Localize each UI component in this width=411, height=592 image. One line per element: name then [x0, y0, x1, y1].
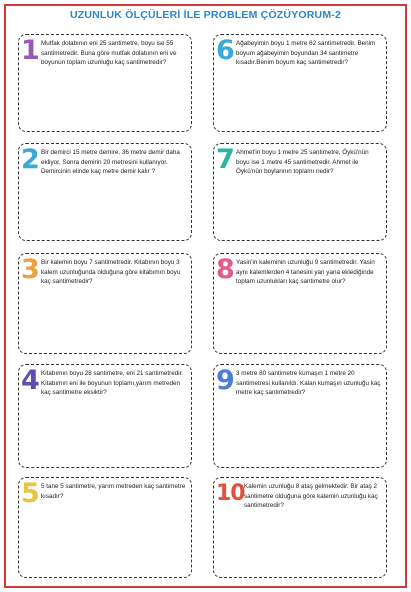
problem-number-7: 7: [216, 144, 235, 175]
problem-text-3: Bir kalemin boyu 7 santimetredir. Kitabının boyu 3 kalem uzunluğunda olduğuna göre kitabımın boyu kaç santimetredir?: [41, 259, 181, 286]
problem-card-7: [213, 143, 387, 241]
problem-number-3: 3: [21, 254, 40, 285]
problem-card-5: [18, 477, 192, 578]
problem-card-3: [18, 253, 192, 354]
problem-text-1: Mutfak dolabının eni 25 santimetre, boyu ise 55 santimetredir. Buna göre mutfak dolabının eni ve boyunun toplam uzunluğu kaç santimetredir?: [41, 40, 177, 67]
problem-text-6: Ağabeyimin boyu 1 metre 62 santimetredir. Benim boyum ağabeyimin boyundan 34 santimetre kısadır.Benim boyum kaç santimetredir?: [236, 40, 376, 67]
problem-card-9: [213, 364, 387, 468]
problem-number-2: 2: [21, 144, 40, 175]
problem-text-8: Yasin'in kaleminin uzunluğu 9 santimetredir. Yasin aynı kalemlerden 4 tanesini yan yana eklediğinde toplam uzunlukları kaç santimetre olur?: [236, 259, 375, 286]
problem-number-8: 8: [216, 254, 235, 285]
problem-number-10: 10: [216, 481, 245, 506]
problem-number-5: 5: [21, 478, 40, 509]
problem-text-4: Kitabımın boyu 28 santimetre, eni 21 santimetredir. Kitabımın eni ile boyunun toplamı,yarım metreden kaç santimetre eksiktir?: [41, 370, 184, 397]
problem-text-5: 5 tane 5 santimetre, yarım metreden kaç santimetre kısadır?: [41, 483, 186, 500]
problem-card-10: [213, 477, 387, 578]
problem-text-10: Kalemin uzunluğu 8 ataş gelmektedir. Bir ataş 2 santimetre olduğuna göre kalemin uzunluğu kaç santimetredir?: [244, 483, 378, 510]
problem-number-4: 4: [21, 365, 40, 396]
problem-number-1: 1: [21, 35, 40, 66]
problem-card-2: [18, 143, 192, 241]
problem-number-9: 9: [216, 365, 235, 396]
problem-card-4: [18, 364, 192, 468]
problem-text-9: 3 metre 80 santimetre kumaşın 1 metre 20 santimetresi kullanıldı. Kalan kumaşın uzunluğu kaç metre kaç santimetredir?: [236, 370, 381, 397]
problem-number-6: 6: [216, 35, 235, 66]
problem-card-1: [18, 34, 192, 132]
problem-text-7: Ahmet'in boyu 1 metre 25 santimetre, Öykü'nün boyu ise 1 metre 45 santimetredir. Ahmet ile Öykü'nün boylarının toplamı nedir?: [236, 149, 369, 176]
problem-card-8: [213, 253, 387, 354]
problem-text-2: Bir demirci 15 metre demire, 36 metre demir daha ekliyor. Sonra demirin 20 metresini kullanıyor. Demircinin elinde kaç metre demir kalır ?: [41, 149, 180, 176]
problem-card-6: [213, 34, 387, 132]
page-title: UZUNLUK ÖLÇÜLERİ İLE PROBLEM ÇÖZÜYORUM-2: [69, 9, 342, 21]
